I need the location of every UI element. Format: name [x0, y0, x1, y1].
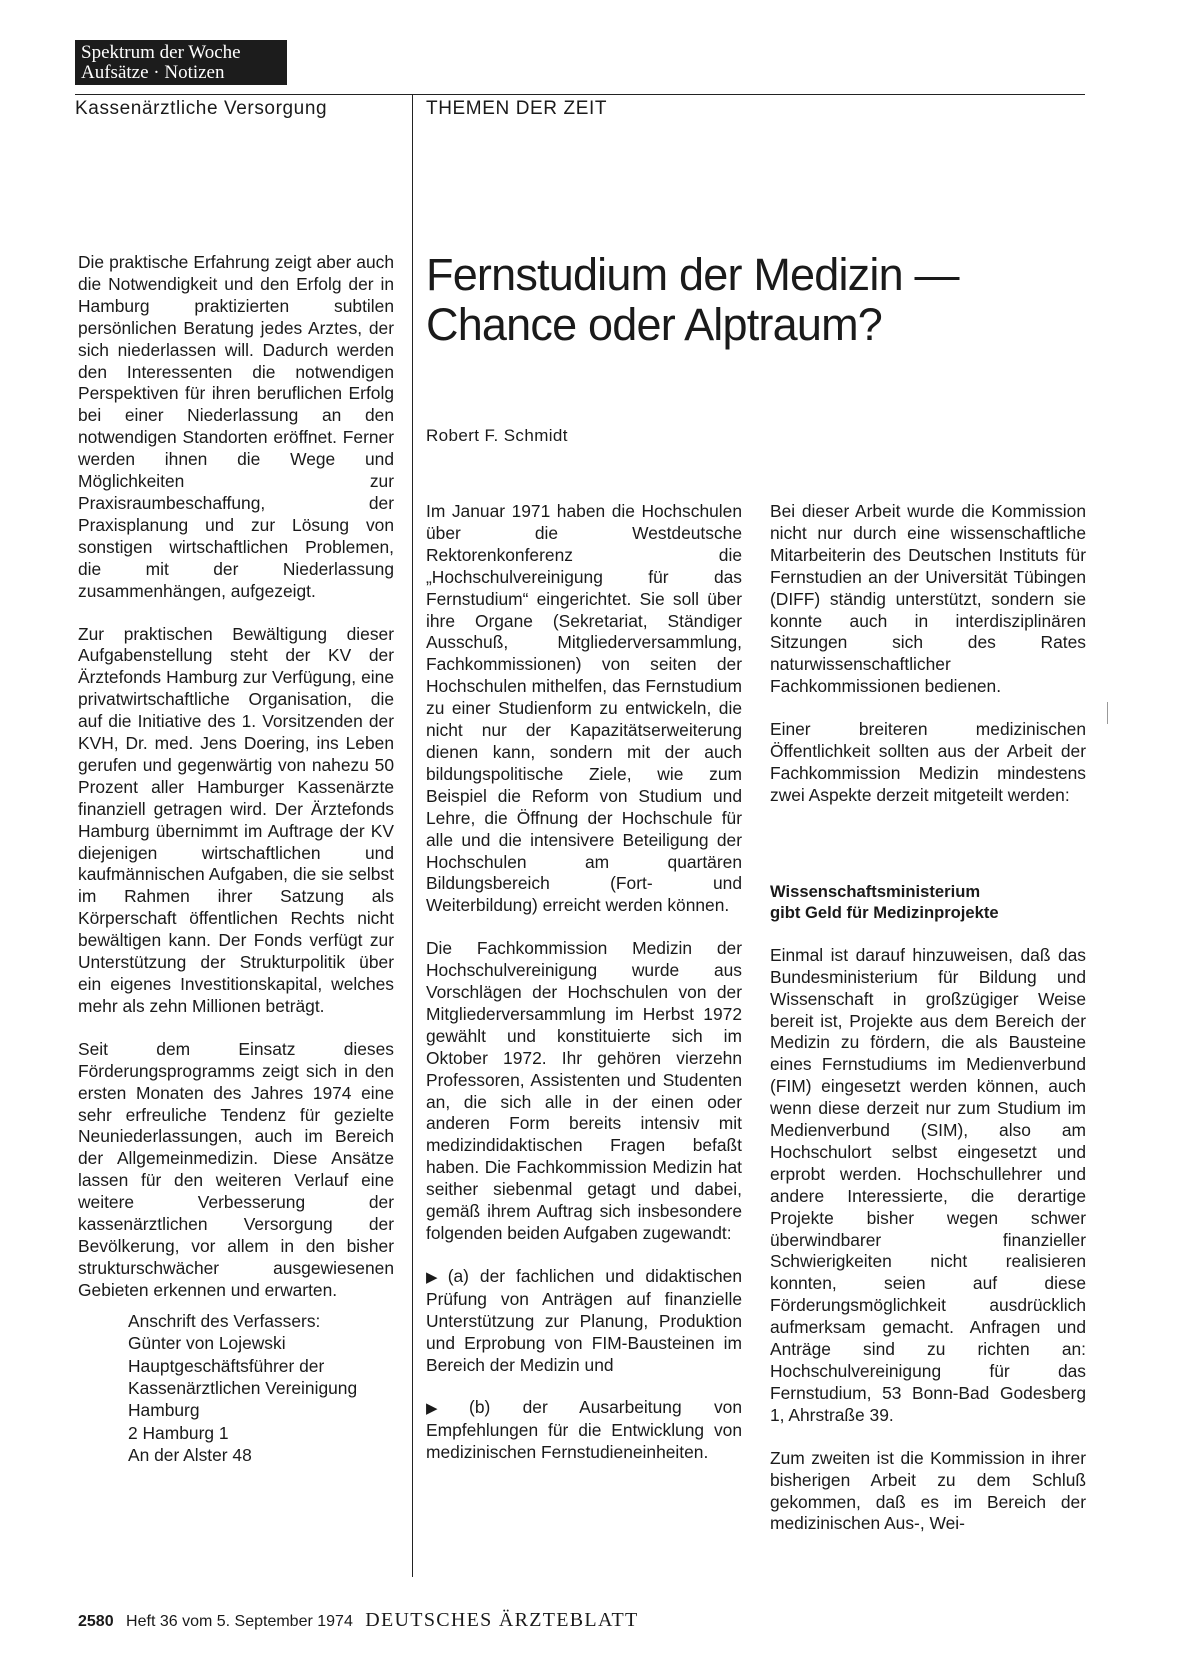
subhead-spacer [770, 828, 1086, 881]
bullet-b-text: (b) der Ausarbeitung von Empfehlungen für die Entwicklung von medizinischen Fernstudieneinheiten. [426, 1397, 742, 1463]
section-label-left: Kassenärztliche Versorgung [75, 98, 328, 119]
right-paragraph-4: Zum zweiten ist die Kommission in ihrer bisherigen Arbeit zu dem Schluß gekommen, daß es im Bereich der medizinischen Aus-, Wei- [770, 1447, 1086, 1534]
subheading-line-1: Wissenschaftsministerium [770, 881, 981, 901]
address-line: Günter von Lojewski [128, 1333, 286, 1354]
section-label-right: THEMEN DER ZEIT [426, 98, 608, 119]
right-paragraph-3: Einmal ist darauf hinzuweisen, daß das Bundesministerium für Bildung und Wissenschaft in großzügiger Weise bereit ist, Projekte aus dem Bereich der Medizin zu fördern, die als Bausteine eines Fernstudiums im Medienverbund (FIM) eingesetzt werden können, auch wenn diese derzeit nur zum Studium im Medienverbund (SIM), also am Hochschulort selbst eingesetzt und erprobt werden. Hochschullehrer und andere Interessierte, die derartige Projekte bisher wegen schwer überwindbarer finanzieller Schwierigkeiten nicht realisieren konnten, seien auf diese Förderungsmöglichkeit ausdrücklich aufmerksam gemacht. Anfragen und Anträge sind zu richten an: Hochschulvereinigung für das Fernstudium, 53 Bonn-Bad Godesberg 1, Ahrstraße 39. [770, 944, 1086, 1425]
bullet-b [426, 1397, 742, 1464]
left-paragraph-1: Die praktische Erfahrung zeigt aber auch die Notwendigkeit und den Erfolg der in Hamburg praktizierten subtilen persönlichen Beratung jedes Arztes, der sich niederlassen will. Dadurch werden den Interessenten die notwendigen Perspektiven für ihren beruflichen Erfolg bei einer Niederlassung an den notwendigen Standorten eröffnet. Ferner werden ihnen die Wege und Möglichkeiten zur Praxisraumbeschaffung, der Praxisplanung und zur Lösung von sonstigen wirtschaftlichen Problemen, die mit der Niederlassung zusammenhängen, aufgezeigt. [78, 252, 394, 601]
bullet-arrow-icon: ▶ [426, 1268, 444, 1286]
middle-paragraph-1: Im Januar 1971 haben die Hochschulen über die Westdeutsche Rektorenkonferenz die „Hochschulvereinigung für das Fernstudium“ eingerichtet. Sie soll über ihre Organe (Sekretariat, Ständiger Ausschuß, Mitgliederversammlung, Fachkommissionen) von seiten der Hochschulen mithelfen, das Fernstudium zu einer Studienform zu entwickeln, die nicht nur der Kapazitätserweiterung dienen kann, sondern mit der auch bildungspolitische Ziele, wie zum Beispiel die Reform von Studium und Lehre, die Öffnung der Hochschule für alle und die intensivere Beteiligung der Hochschulen am quartären Bildungsbereich (Fort- und Weiterbildung) erreicht werden können. [426, 501, 742, 916]
article-title [426, 250, 1066, 350]
address-line: Kassenärztlichen Vereinigung [128, 1377, 358, 1398]
margin-mark [1107, 702, 1108, 724]
bullet-a-text: (a) der fachlichen und didaktischen Prüfung von Anträgen auf finanzielle Unterstützung zur Planung, Produktion und Erprobung von FIM-Bausteinen im Bereich der Medizin und [426, 1265, 742, 1375]
title-line-2: Chance oder Alptraum? [426, 299, 882, 350]
column-divider [412, 95, 413, 1577]
address-line: An der Alster 48 [128, 1445, 252, 1466]
header-rule [75, 94, 1085, 95]
masthead-line-1: Spektrum der Woche [81, 42, 241, 63]
left-paragraph-3: Seit dem Einsatz dieses Förderungsprogramms zeigt sich in den ersten Monaten des Jahres 1974 eine sehr erfreuliche Tendenz für gezielte Neuniederlassungen, auch im Bereich der Allgemeinmedizin. Diese Ansätze lassen für den weiteren Verlauf eine weitere Verbesserung der kassenärztlichen Versorgung der Bevölkerung, vor allem in den bisher strukturschwächer ausgewiesenen Gebieten erkennen und erwarten. [78, 1038, 394, 1300]
address-line: Hauptgeschäftsführer der [128, 1355, 325, 1376]
article-author: Robert F. Schmidt [426, 426, 568, 445]
address-line: Hamburg [128, 1400, 200, 1421]
right-column [770, 501, 1086, 1556]
address-line: 2 Hamburg 1 [128, 1422, 229, 1443]
page-footer [78, 1609, 639, 1632]
left-paragraph-2: Zur praktischen Bewältigung dieser Aufgabenstellung steht der KV der Ärztefonds Hamburg zur Verfügung, eine privatwirtschaftliche Organisation, die auf die Initiative des 1. Vorsitzenden der KVH, Dr. med. Jens Doering, ins Leben gerufen und gegenwärtig von nahezu 50 Prozent aller Hamburger Kassenärzte finanziell getragen wird. Der Ärztefonds Hamburg übernimmt im Auftrage der KV diejenigen wirtschaftlichen und kaufmännischen Aufgaben, die sie selbst im Rahmen ihrer Satzung als Körperschaft öffentlichen Rechts nicht bewältigen kann. Der Fonds verfügt zur Unterstützung der Strukturpolitik über ein eigenes Investitionskapital, welches mehr als zehn Millionen beträgt. [78, 623, 394, 1016]
subheading-line-2: gibt Geld für Medizinprojekte [770, 903, 999, 923]
title-line-1: Fernstudium der Medizin — [426, 249, 959, 300]
middle-column [426, 501, 742, 1485]
middle-paragraph-2: Die Fachkommission Medizin der Hochschulvereinigung wurde aus Vorschlägen der Hochschulen von der Mitgliederversammlung im Herbst 1972 gewählt und konstituierte sich im Oktober 1972. Ihr gehören vierzehn Professoren, Assistenten und Studenten an, die sich alle in der einen oder anderen Form bereits intensiv mit medizindidaktischen Fragen befaßt haben. Die Fachkommission Medizin hat seither siebenmal getagt und dabei, gemäß ihrem Auftrag sich insbesondere folgenden beiden Aufgaben zugewandt: [426, 938, 742, 1243]
masthead-logo [75, 40, 287, 85]
bullet-a [426, 1266, 742, 1377]
right-paragraph-2: Einer breiteren medizinischen Öffentlichkeit sollten aus der Arbeit der Fachkommission Medizin mindestens zwei Aspekte derzeit mitgeteilt werden: [770, 719, 1086, 805]
masthead-line-2: Aufsätze · Notizen [81, 62, 225, 83]
journal-name: DEUTSCHES ÄRZTEBLATT [365, 1609, 639, 1631]
page-number: 2580 [78, 1613, 114, 1630]
right-paragraph-1: Bei dieser Arbeit wurde die Kommission nicht nur durch eine wissenschaftliche Mitarbeiterin des Deutschen Instituts für Fernstudien an der Universität Tübingen (DIFF) ständig unterstützt, sondern sie konnte auch in interdisziplinären Sitzungen sich des Rates naturwissenschaftlicher Fachkommissionen bedienen. [770, 501, 1086, 697]
left-column [78, 252, 394, 1467]
address-line: Anschrift des Verfassers: [128, 1310, 321, 1331]
author-address [128, 1310, 394, 1467]
bullet-arrow-icon: ▶ [426, 1400, 466, 1418]
issue-info: Heft 36 vom 5. September 1974 [126, 1613, 353, 1630]
subheading [770, 881, 1086, 924]
